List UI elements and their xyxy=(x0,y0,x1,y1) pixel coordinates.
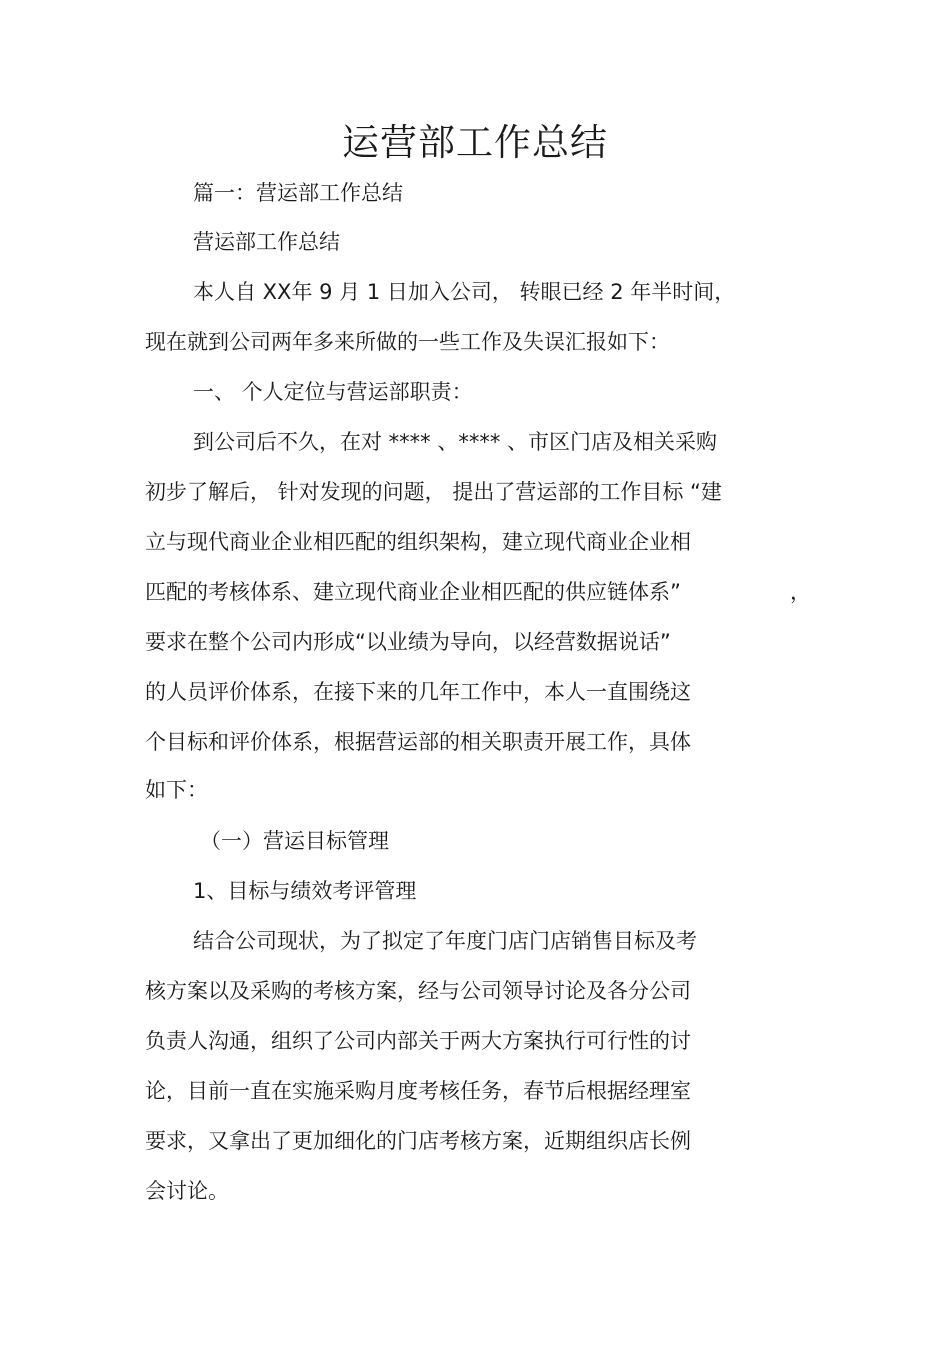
text-line-9-comma: ， xyxy=(790,580,811,604)
text-line-14: 结合公司现状，为了拟定了年度门店门店销售目标及考 xyxy=(193,929,697,953)
text-line-17: 论，目前一直在实施采购月度考核任务，春节后根据经理室 xyxy=(145,1079,691,1103)
text-line-8: 立与现代商业企业相匹配的组织架构，建立现代商业企业相 xyxy=(145,530,691,554)
subsection-heading-1: 1、目标与绩效考评管理 xyxy=(193,879,417,903)
text-line-11: 的人员评价体系，在接下来的几年工作中，本人一直围绕这 xyxy=(145,680,691,704)
document-title: 运营部工作总结 xyxy=(342,121,608,164)
text-line-4: 现在就到公司两年多来所做的一些工作及失误汇报如下： xyxy=(145,330,670,354)
text-line-3: 本人自 XX年 9 月 1 日加入公司， 转眼已经 2 年半时间， xyxy=(193,280,736,304)
text-line-12: 个目标和评价体系，根据营运部的相关职责开展工作，具体 xyxy=(145,730,691,754)
text-line-15: 核方案以及采购的考核方案，经与公司领导讨论及各分公司 xyxy=(145,979,691,1003)
text-line-16: 负责人沟通，组织了公司内部关于两大方案执行可行性的讨 xyxy=(145,1029,691,1053)
text-line-9: 匹配的考核体系、建立现代商业企业相匹配的供应链体系” xyxy=(145,580,681,604)
text-line-5: 一、 个人定位与营运部职责： xyxy=(193,380,473,404)
section-heading-1: （一）营运目标管理 xyxy=(200,829,389,853)
text-line-13: 如下： xyxy=(145,778,208,802)
text-line-10: 要求在整个公司内形成“以业绩为导向，以经营数据说话” xyxy=(145,630,671,654)
text-line-18: 要求，又拿出了更加细化的门店考核方案，近期组织店长例 xyxy=(145,1129,691,1153)
text-line-19: 会讨论。 xyxy=(145,1179,229,1203)
text-line-6: 到公司后不久，在对 **** 、**** 、市区门店及相关采购 xyxy=(193,430,718,454)
text-line-1: 篇一：营运部工作总结 xyxy=(193,181,403,205)
text-line-7: 初步了解后， 针对发现的问题， 提出了营运部的工作目标 “建 xyxy=(145,480,722,504)
text-line-2: 营运部工作总结 xyxy=(193,230,340,254)
